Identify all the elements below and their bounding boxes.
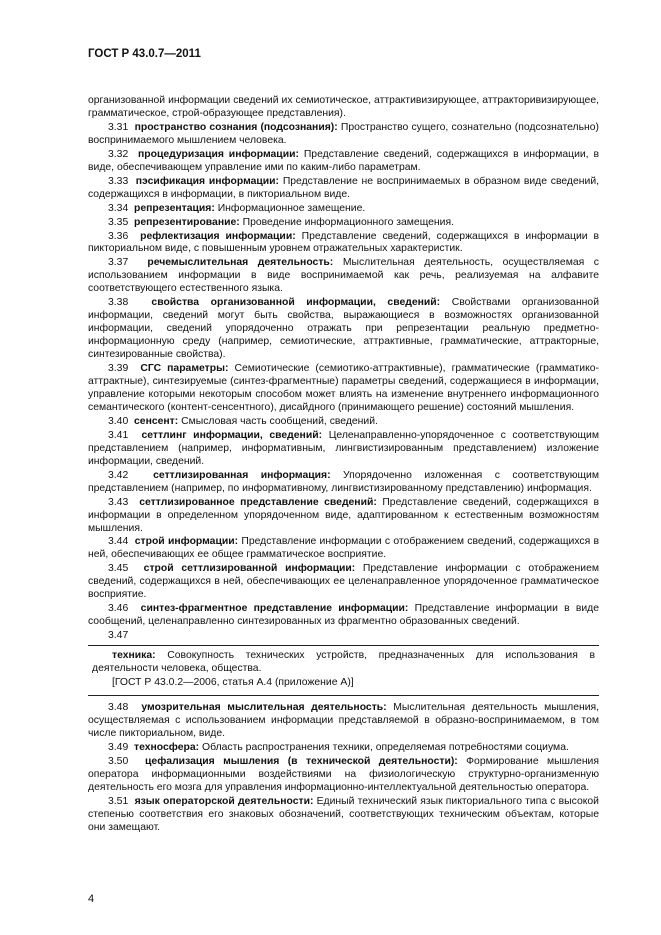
- entry-number-347: 3.47: [108, 630, 129, 642]
- entry: 3.32 процедуризация информации: Представление сведений, содержащихся в информации, в виде, обеспечивающем управление ими по каким-либо параметрам.: [88, 148, 599, 173]
- entry: 3.50 цефализация мышления (в технической деятельности): Формирование мышления оператора информационными воздействиями на физиологическую структурно-организменную деятельность его мозга для управления информационно-интеллектуальной деятельностью оператора.: [88, 755, 599, 793]
- entry: 3.38 свойства организованной информации, сведений: Свойствами организованной информации, сведений могут быть свойства, выражающиеся в возможностях организованной информации, сведений упорядоченно отражать при репрезентации реальную предметно-информационную среду (например, семиотические, аттрактивные, грамматические, аттракторные, синтезированные свойства).: [88, 297, 600, 361]
- document-body: [88, 95, 599, 835]
- entry: 3.31 пространство сознания (подсознания): Пространство сущего, сознательно (подсознательно) воспринимаемого мышлением человека.: [88, 121, 599, 146]
- entry: 3.43 сеттлизированное представление сведений: Представление сведений, содержащихся в информации в определенном упорядоченном виде, адаптированном к естественным возможностям мышления.: [88, 496, 600, 534]
- entry: 3.42 сеттлизированная информация: Упорядоченно изложенная с соответствующим представлением (например, по информативному, лингвистизированному представлению) информация.: [88, 469, 599, 494]
- entry: 3.37 речемыслительная деятельность: Мыслительная деятельность, осуществляемая с использованием информации в виде воспринимаемой как речь, реализуемая на алфавите соответствующего естественного языка.: [88, 257, 599, 295]
- boxed-entry-347: [88, 645, 599, 696]
- entry: 3.41 сеттлинг информации, сведений: Целенаправленно-упорядоченное с соответствующим представлением (например, информативным, лингвистизированным представлением) изложение информации, сведений.: [88, 429, 599, 467]
- boxed-entry-text: техника: Совокупность технических устройств, предназначенных для использования в деятельности человека, общества.: [92, 650, 596, 675]
- entry: 3.48 умозрительная мыслительная деятельность: Мыслительная деятельность мышления, осуществляемая с использованием информации представляемой в образно-воспринимаемом, в том числе пикториальном, виде.: [88, 701, 600, 739]
- page-number: 4: [88, 893, 95, 905]
- continuation-paragraph: организованной информации сведений их семиотическое, аттрактивизирующее, аттракторивизирующее, грамматическое, строй-образующее представления).: [88, 95, 599, 119]
- entry: 3.46 синтез-фрагментное представление информации: Представление информации в виде сообщений, целенаправленно синтезированных из фрагментно образованных сведений.: [88, 603, 599, 628]
- entry: 3.45 строй сеттлизированной информации: Представление информации с отображением сведений, содержащихся в ней, обеспечивающих ее целенаправленное упорядоченное грамматическое восприятие.: [88, 563, 599, 601]
- entries-list-after: [88, 702, 599, 835]
- document-header: ГОСТ Р 43.0.7—2011: [88, 48, 201, 60]
- entry: 3.44 строй информации: Представление информации с отображением сведений, содержащихся в ней, обеспечивающих ее общее грамматическое восприятие.: [88, 536, 600, 561]
- entry: 3.34 репрезентация: Информационное замещение.: [108, 202, 366, 214]
- entry: 3.36 рефлектизация информации: Представление сведений, содержащихся в информации в пикториальном виде, с повышенным уровнем отражательных характеристик.: [88, 230, 600, 255]
- boxed-entry-source: [ГОСТ Р 43.0.2—2006, статья А.4 (приложение А)]: [112, 676, 354, 688]
- entries-list: [88, 122, 599, 629]
- entry: 3.33 пэсификация информации: Представление не воспринимаемых в образном виде сведений, содержащихся в информации, в пикториальном виде.: [88, 175, 600, 200]
- entry: 3.51 язык операторской деятельности: Единый технический язык пикториального типа с высокой степенью соответствия его знаковых обозначений, соответствующих техническим объектам, которые они замещают.: [88, 795, 599, 833]
- entry: 3.49 техносфера: Область распространения техники, определяемая потребностями социума.: [108, 741, 569, 753]
- entry: 3.35 репрезентирование: Проведение информационного замещения.: [108, 216, 454, 228]
- entry: 3.40 сенсент: Смысловая часть сообщений, сведений.: [108, 415, 378, 427]
- entry: 3.39 СГС параметры: Семиотические (семиотико-аттрактивные), грамматические (грамматико-аттрактные), синтезируемые (синтез-фрагментные) параметры сведений, содержащиеся в информации, управление которыми некоторым способом может влиять на изменение внутреннего информационного семантического (контент-сенсентного), дисайдного (принимающего решение) состояний мышления.: [88, 363, 599, 413]
